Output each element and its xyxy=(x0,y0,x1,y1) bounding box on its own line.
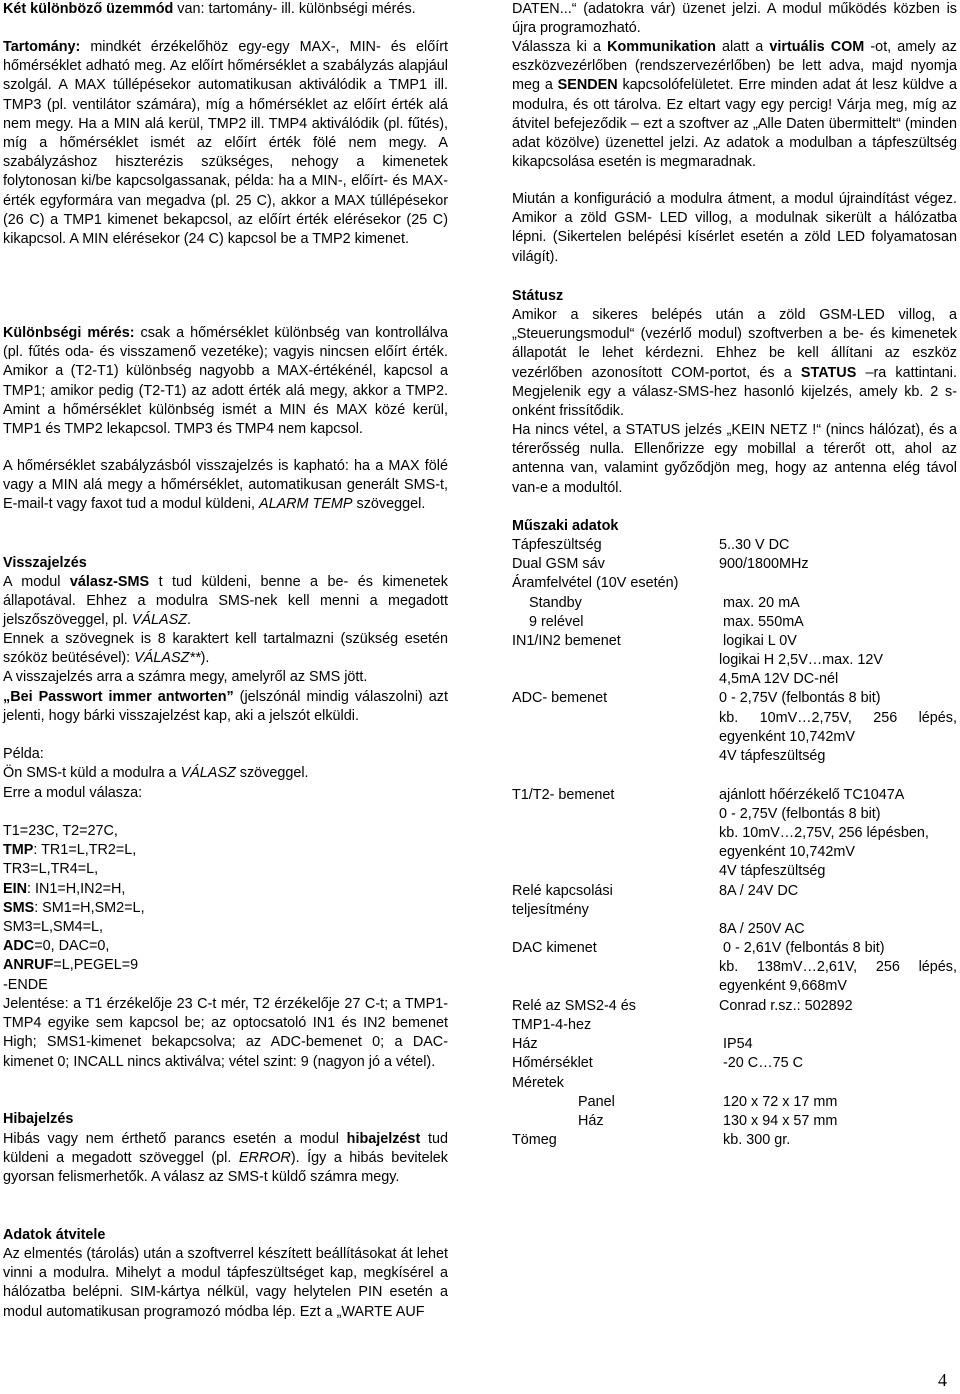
spec-key: Panel xyxy=(578,1094,615,1110)
always-answer-text: (jelszónál mindig válaszolni) azt jelenti, hogy bárki visszajelzést kap, aki a jelszót elküldi. xyxy=(3,689,448,725)
spec-key: Standby xyxy=(529,595,582,611)
com-text-e: -ot, amely az eszközvezérlőben (rendszervezérlőben) be lett adva, majd nyomja meg a xyxy=(512,39,957,94)
meaning-paragraph: Jelentése: a T1 érzékelője 23 C-t mér, T2 érzékelője 27 C-t; a TMP1-TMP4 egyike sem kapcsol be; az optocsatoló IN1 és IN2 bemenet High; SMS1-kimenet bekapcsolva; az ADC-bemenet 0; a DAC-kimenet 0; INCALL nincs aktiválva; vétel szint: 9 (nagyon jó a vétel). xyxy=(3,996,448,1070)
range-mode-paragraph xyxy=(3,38,448,249)
sms-key-adc: ADC xyxy=(3,938,35,955)
difference-mode-paragraph xyxy=(3,324,448,439)
sms-val-anruf: =L,PEGEL=9 xyxy=(53,957,139,974)
tech-data-heading: Műszaki adatok xyxy=(512,518,619,534)
spec-value: ajánlott hőérzékelő TC1047A xyxy=(719,787,905,803)
spec-value: 900/1800MHz xyxy=(719,556,809,572)
feedback-keyword: VÁLASZ xyxy=(131,612,187,629)
sms-line-end: -ENDE xyxy=(3,976,48,993)
sms-key-ein: EIN xyxy=(3,880,27,897)
example-send-keyword: VÁLASZ xyxy=(180,765,236,781)
sms-val-tmp: : TR1=L,TR2=L, xyxy=(33,842,137,859)
difference-mode-label: Különbségi mérés: xyxy=(3,325,135,341)
sms-line-3: TR3=L,TR4=L, xyxy=(3,861,99,878)
spec-key: 9 relével xyxy=(529,614,584,630)
spec-value: 8A / 24V DC xyxy=(719,883,799,899)
spec-value: -20 C…75 C xyxy=(723,1055,803,1071)
spec-value: kb. 10mV…2,75V, 256 lépésben, egyenként 10,742mV xyxy=(719,825,929,861)
sms-key-anruf: ANRUF xyxy=(3,957,54,974)
transfer-paragraph: Az elmentés (tárolás) után a szoftverrel készített beállításokat át lehet vinni a modulra. Mihelyt a modul tápfeszültséget kap, megkísérel a hálózatba belépni. SIM-kártya nélkül, vagy helytelen PIN esetén a modul automatikusan programozó módba lép. Ezt a „WARTE AUF xyxy=(3,1246,448,1320)
spec-value: 4V tápfeszültség xyxy=(719,863,826,879)
transfer-heading: Adatok átvitele xyxy=(3,1227,106,1243)
spec-value: logikai H 2,5V…max. 12V xyxy=(719,652,883,668)
error-paragraph xyxy=(3,1130,448,1188)
status-heading: Státusz xyxy=(512,288,564,304)
spec-value: max. 550mA xyxy=(723,614,804,630)
sms-line-4 xyxy=(3,880,145,899)
mode-intro-bold: Két különböző üzemmód xyxy=(3,1,174,17)
alarm-keyword: ALARM TEMP xyxy=(258,496,353,513)
spec-value: 120 x 72 x 17 mm xyxy=(723,1094,838,1110)
sms-line-5 xyxy=(3,899,145,918)
spec-value: 8A / 250V AC xyxy=(719,921,805,937)
example-label: Példa: xyxy=(3,746,44,762)
error-heading: Hibajelzés xyxy=(3,1111,74,1127)
feedback-paragraph-3: A visszajelzés arra a számra megy, amelyről az SMS jött. xyxy=(3,669,368,685)
error-text-b: tud küldeni a megadott szöveggel (pl. xyxy=(3,1131,448,1167)
feedback-paragraph-1 xyxy=(3,573,448,631)
com-senden: SENDEN xyxy=(557,77,618,94)
difference-mode-text: csak a hőmérséklet különbség van kontrollálva (pl. fűtés oda- és visszamenő vezetéke); vagyis nincsen előírt érték. Amikor a (T2-T1) különbség nagyobb a MAX-értékénél, kapcsol a TMP1; amikor pedig (T2-T1) az adott érték alá megy, akkor a TMP2. Amint a hőmérséklet különbség ismét a MIN és MAX közé kerül, TMP1 és TMP2 lekapcsol. TMP3 és TMP4 nem kapcsol. xyxy=(3,325,448,438)
alarm-text-end: szöveggel. xyxy=(352,496,426,513)
spec-value: logikai L 0V xyxy=(723,633,797,649)
spec-key: DAC kimenet xyxy=(512,940,597,956)
alarm-paragraph xyxy=(3,457,448,515)
sms-reply-example xyxy=(3,822,145,995)
spec-value: kb. 10mV…2,75V, 256 lépés, egyenként 10,742mV xyxy=(719,710,957,746)
status-bold: STATUS xyxy=(800,364,857,381)
alarm-text: A hőmérséklet szabályzásból visszajelzés is kapható: ha a MAX fölé vagy a MIN alá megy a hőmérséklet, automatikusan generált SMS-t, E-mail-t vagy faxot tud a modul küldeni, xyxy=(3,458,448,513)
error-keyword: ERROR xyxy=(238,1150,291,1167)
sms-val-adc: =0, DAC=0, xyxy=(34,938,110,955)
spec-value: 0 - 2,75V (felbontás 8 bit) xyxy=(719,690,881,706)
feedback-text-a: A modul xyxy=(3,574,70,590)
range-mode-label: Tartomány: xyxy=(3,39,81,55)
spec-value: 5..30 V DC xyxy=(719,537,790,553)
sms-line-8 xyxy=(3,956,145,975)
error-text-a: Hibás vagy nem érthető parancs esetén a modul xyxy=(3,1131,347,1147)
sms-val-ein: : IN1=H,IN2=H, xyxy=(27,880,126,897)
spec-key: Méretek xyxy=(512,1075,564,1091)
spec-value: max. 20 mA xyxy=(723,595,800,611)
com-text-a: Válassza ki a xyxy=(512,39,608,55)
com-text-g: kapcsolófelületet. Erre minden adat át lesz küldve a modulra, és ott tárolva. Ez eltart vagy egy percig! Várja meg, míg az átvitel befejeződik – ezt a szoftver az „Alle Daten übermittelt“ (minden adat közölve) üzenettel jelzi. Az adatok a modulban a tápfeszültség kikapcsolása esetén is megmaradnak. xyxy=(512,77,957,171)
spec-value: 4V tápfeszültség xyxy=(719,748,826,764)
sms-line-7 xyxy=(3,937,145,956)
spec-key: Tömeg xyxy=(512,1132,557,1148)
spec-key: IN1/IN2 bemenet xyxy=(512,633,621,649)
feedback-paragraph-2 xyxy=(3,630,448,668)
spec-key: Relé kapcsolási teljesítmény xyxy=(512,883,613,919)
feedback-text-c: t tud küldeni, benne a be- és kimenetek állapotával. Ehhez a modulra SMS-nek kell menni a megadott jelszőszöveggel, pl. xyxy=(3,574,448,629)
range-mode-text: mindkét érzékelőhöz egy-egy MAX-, MIN- és előírt hőmérséklet adható meg. Az előírt hőmérséklet a szabályzás alapjául szolgál. A MAX túllépésekor automatikusan aktiválódik a TMP1 ill. TMP3 (pl. ventilátor számára), míg a hőmérséklet az előírt érték alá nem megy. Ha a MIN alá kerül, TMP2 ill. TMP4 aktiválódik (pl. fűtés), míg a hőmérséklet ismét az előírt érték fölé nem megy. A szabályzáshoz hiszterézis szükséges, nehogy a kimenetek folytonosan ki/be kapcsolgassanak, példa: ha a MIN-, előírt- és MAX-érték egyformára van megadva (pl. 25 C), akkor a MAX túllépésekor (26 C) a TMP1 kimenet bekapcsol, az előírt érték elérésekor (25 C) kikapcsol. A MIN elérésekor (24 C) kapcsol be a TMP2 kimenet. xyxy=(3,39,448,248)
example-send xyxy=(3,764,309,783)
sms-line-6: SM3=L,SM4=L, xyxy=(3,919,103,936)
example-send-end: szöveggel. xyxy=(235,765,309,781)
spec-value: Conrad r.sz.: 502892 xyxy=(719,998,853,1014)
transfer-continued: DATEN...“ (adatokra vár) üzenet jelzi. A modul működés közben is újra programozható. xyxy=(512,1,957,37)
com-kommunikation: Kommunikation xyxy=(607,39,716,55)
spec-key: Hőmérséklet xyxy=(512,1055,593,1071)
com-text-c: alatt a xyxy=(715,39,770,55)
status-text-c: –ra kattintani. Megjelenik egy a válasz-SMS-hez hasonló kijelzés, amely kb. 2 s-onként frissítődik. xyxy=(512,364,957,420)
sms-key-sms: SMS xyxy=(3,899,35,916)
spec-value: 4,5mA 12V DC-nél xyxy=(719,671,839,687)
com-paragraph xyxy=(512,38,957,172)
spec-value: kb. 138mV…2,61V, 256 lépés, egyenként 9,668mV xyxy=(719,959,957,995)
spec-key: Ház xyxy=(512,1036,538,1052)
spec-key: Tápfeszültség xyxy=(512,537,602,553)
mode-intro-text: van: tartomány- ill. különbségi mérés. xyxy=(173,1,416,17)
com-virtual-com: virtuális COM xyxy=(769,39,865,55)
feedback-bold-sms: válasz-SMS xyxy=(69,574,150,590)
feedback2-end: ). xyxy=(200,650,210,667)
feedback-paragraph-4 xyxy=(3,688,448,726)
feedback-heading: Visszajelzés xyxy=(3,555,87,571)
spec-value: kb. 300 gr. xyxy=(723,1132,791,1148)
page-number: 4 xyxy=(938,1370,947,1390)
error-bold: hibajelzést xyxy=(346,1131,421,1147)
spec-value: 0 - 2,75V (felbontás 8 bit) xyxy=(719,806,881,822)
spec-key: Ház xyxy=(578,1113,604,1129)
status-text-a: Amikor a sikeres belépés után a zöld GSM-LED villog, a „Steuerungsmodul“ (vezérlő modul) szoftverben a be- és kimenetek állapotát le lehet kérdezni. Ehhez be kell állítani az eszköz vezérlőben azonosított COM-portot, és a xyxy=(512,307,957,381)
example-reply-label: Erre a modul válasza: xyxy=(3,785,143,801)
spec-value: 0 - 2,61V (felbontás 8 bit) xyxy=(723,940,885,956)
spec-key: Dual GSM sáv xyxy=(512,556,605,572)
status-paragraph-1 xyxy=(512,306,957,421)
spec-key: Relé az SMS2-4 és TMP1-4-hez xyxy=(512,998,636,1034)
sms-key-tmp: TMP xyxy=(3,842,34,859)
always-answer-phrase: „Bei Passwort immer antworten” xyxy=(3,689,234,705)
spec-key: T1/T2- bemenet xyxy=(512,787,615,803)
status-paragraph-2: Ha nincs vétel, a STATUS jelzés „KEIN NETZ !“ (nincs hálózat), és a térerősség nulla. Ellenőrizze egy mobillal a térerőt ott, ahol az antenna van, valamint győződjön meg, hogy az antenna elég távol van-e a modultól. xyxy=(512,422,957,496)
feedback2-text: Ennek a szövegnek is 8 karaktert kell tartalmazni (szükség esetén szóköz beütésével): xyxy=(3,631,448,667)
sms-line-1: T1=23C, T2=27C, xyxy=(3,823,118,839)
example-send-text: Ön SMS-t küld a modulra a xyxy=(3,765,181,781)
sms-val-sms: : SM1=H,SM2=L, xyxy=(34,899,145,916)
spec-value: IP54 xyxy=(723,1036,753,1052)
restart-paragraph: Miután a konfiguráció a modulra átment, a modul újraindítást végez. Amikor a zöld GSM- LED villog, a modulnak sikerült a hálózatba lépni. (Sikertelen belépési kísérlet esetén a zöld LED folyamatosan világít). xyxy=(512,191,957,265)
feedback2-keyword: VÁLASZ** xyxy=(134,650,201,667)
spec-key: Áramfelvétel (10V esetén) xyxy=(512,575,679,591)
feedback-text-d: . xyxy=(186,612,191,629)
error-text-c: ). Így a hibás bevitelek gyorsan felismerhetők. A válasz az SMS-t küldő számra megy. xyxy=(3,1150,448,1186)
sms-line-2 xyxy=(3,841,145,860)
mode-intro-paragraph xyxy=(3,0,448,19)
spec-key: ADC- bemenet xyxy=(512,690,608,706)
spec-value: 130 x 94 x 57 mm xyxy=(723,1113,838,1129)
